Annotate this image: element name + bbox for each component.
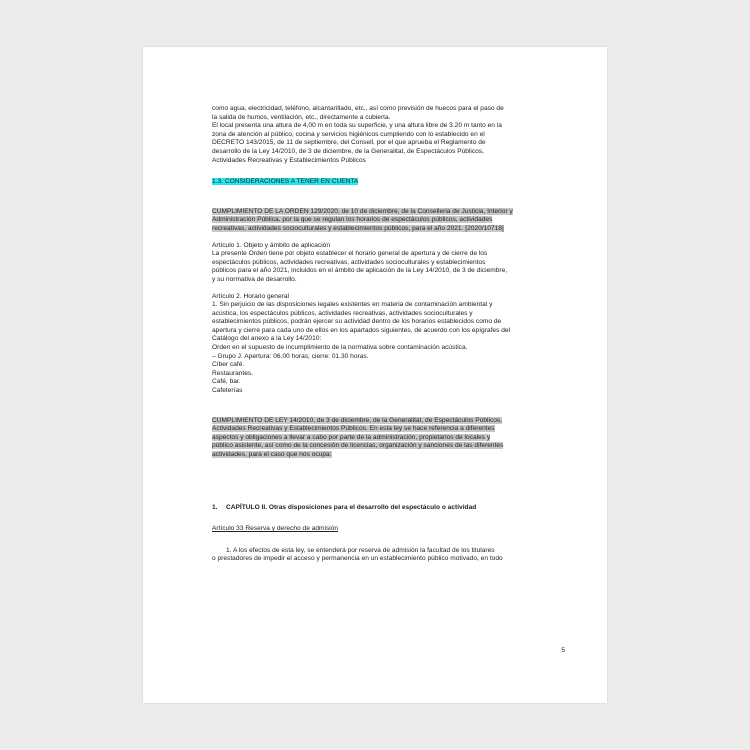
highlighted-line: CUMPLIMIENTO DE LEY 14/2010, de 3 de diciembre, de la Generalitat, de Espectáculos Públicos, <box>212 416 503 424</box>
article-33-title-text: Artículo 33 Reserva y derecho de admisión <box>212 525 339 533</box>
text-line: Catálogo del anexo a la Ley 14/2010: <box>212 335 322 343</box>
article-33-title <box>212 525 564 534</box>
text-line: – Grupo J. Apertura: 06.00 horas; cierre: 01.30 horas. <box>212 352 369 360</box>
text-line: 1. A los efectos de esta ley, se entenderá por reserva de admisión la facultad de los titulares <box>226 546 495 554</box>
text-line: públicos para el año 2021, incluidos en el ámbito de aplicación de la Ley 14/2010, de 3 de diciembre, <box>212 267 508 275</box>
article-2-title: Artículo 2. Horario general <box>212 292 289 300</box>
text-line: desarrollo de la Ley 14/2010, de 3 de diciembre, de la Generalitat, de Espectáculos Públicos, <box>212 147 484 155</box>
text-line: y su normativa de desarrollo. <box>212 275 297 283</box>
ley-heading <box>212 417 564 460</box>
chapter-number: 1. <box>212 503 218 511</box>
section-heading-text: 1.3. CONSIDERACIONES A TENER EN CUENTA <box>212 178 359 186</box>
text-line: Café, bar. <box>212 378 241 386</box>
text-line: como agua, electricidad, teléfono, alcantarillado, etc., así como previsión de huecos para el paso de <box>212 105 504 112</box>
highlighted-line: Administración Pública, por la que se regulan los horarios de espectáculos públicos, actividades <box>212 216 493 224</box>
paragraph-local-description <box>212 105 564 165</box>
article-1-body <box>212 250 564 284</box>
article-1-title: Artículo 1. Objeto y ámbito de aplicación <box>212 241 331 249</box>
highlighted-line: actividades, para el caso que nos ocupa: <box>212 451 332 458</box>
highlighted-line: público asistente, así como de la concesión de licencias, organización y sanciones de las diferentes <box>212 442 504 450</box>
text-line: acústica, los espectáculos públicos, actividades recreativas, actividades socioculturales y <box>212 309 473 317</box>
highlighted-line: recreativas, actividades socioculturales y establecimientos públicos, para el año 2021. [2020/10718] <box>212 224 504 232</box>
highlighted-line: CUMPLIMIENTO DE LA ORDEN 129/2020, de 10 de diciembre, de la Conselleria de Justicia, Interior y <box>212 207 513 215</box>
text-line: El local presenta una altura de 4,00 m en toda su superficie, y una altura libre de 3.20 m tanto en la <box>212 122 502 130</box>
page-number: 5 <box>561 647 565 654</box>
text-line: Cafeterías <box>212 387 243 395</box>
text-line: establecimientos públicos, podrán ejercer su actividad dentro de los horarios establecidos como de <box>212 318 502 326</box>
text-line: espectáculos públicos, actividades recreativas, actividades socioculturales y establecimientos <box>212 258 486 266</box>
orden-heading <box>212 208 564 234</box>
text-line: Orden en el supuesto de incumplimiento de la normativa sobre contaminación acústica. <box>212 344 468 352</box>
text-line: Actividades Recreativas y Establecimientos Públicos <box>212 156 366 164</box>
highlighted-line: aspectos y obligaciones a llevar a cabo por parte de la administración, propietarios de locales y <box>212 433 491 441</box>
text-line: La presente Orden tiene por objeto establecer el horario general de apertura y de cierre de los <box>212 250 488 258</box>
article-33-body <box>212 547 564 564</box>
text-line: 1. Sin perjuicio de las disposiciones legales existentes en materia de contaminación ambiental y <box>212 301 493 309</box>
page-content <box>212 105 564 564</box>
text-line: apertura y cierre para cada uno de ellos en los apartados siguientes, de acuerdo con los epígrafes del <box>212 326 511 334</box>
chapter-heading <box>212 504 564 513</box>
chapter-title: CAPÍTULO II. Otras disposiciones para el desarrollo del espectáculo o actividad <box>226 503 477 511</box>
text-line: Cíber café. <box>212 361 245 369</box>
document-page <box>143 47 607 703</box>
section-heading <box>212 178 564 187</box>
text-line: o prestadores de impedir el acceso y permanencia en un establecimiento público motivado, en todo <box>212 555 503 563</box>
highlighted-line: Actividades Recreativas y Establecimientos Públicos. En esta ley se hace referencia a diferentes <box>212 425 495 433</box>
text-line: DECRETO 143/2015, de 11 de septiembre, del Consell, por el que aprueba el Reglamento de <box>212 139 486 147</box>
text-line: Restaurantes. <box>212 369 254 377</box>
text-line: la salida de humos, ventilación, etc., directamente a cubierta. <box>212 113 391 121</box>
article-2-body <box>212 301 564 396</box>
text-line: zona de atención al público, cocina y servicios higiénicos cumpliendo con lo establecido en el <box>212 130 485 138</box>
